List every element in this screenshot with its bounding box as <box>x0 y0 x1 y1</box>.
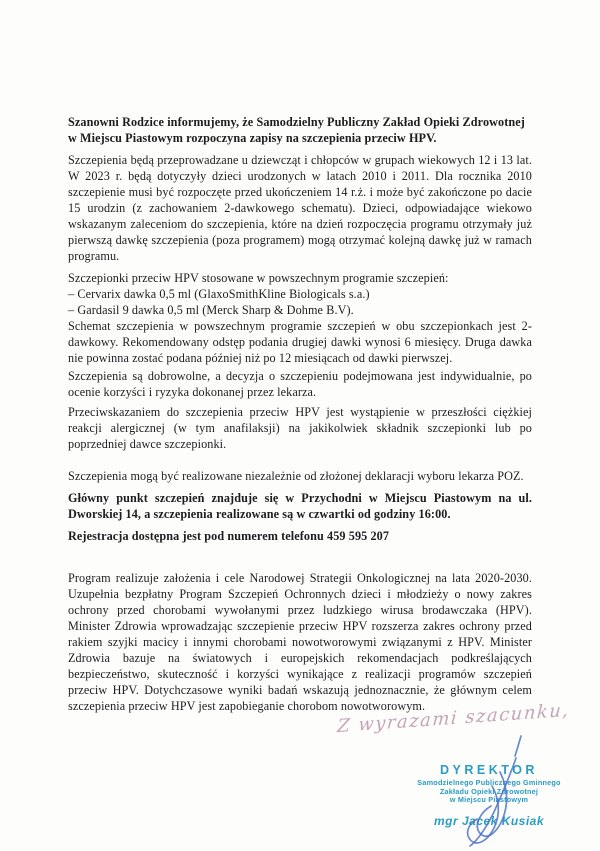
para-registration: Rejestracja dostępna jest pod numerem telefonu 459 595 207 <box>68 529 390 543</box>
para-main-point: Główny punkt szczepień znajduje się w Przychodni w Miejscu Piastowym na ul. Dworskiej 14, a szczepienia realizowane są w czwartki od godziny 16:00. <box>68 491 532 521</box>
letter-body <box>68 114 532 714</box>
stamp-signer-name: mgr Jacek Kusiak <box>433 813 545 828</box>
director-stamp <box>405 763 573 828</box>
para-intro: Szczepienia będą przeprowadzane u dziewcząt i chłopców w grupach wiekowych 12 i 13 lat. W 2023 r. będą dotyczyły dzieci urodzonych w latach 2010 i 2011. Dla rocznika 2010 szczepienie musi być rozpoczęte przed ukończeniem 14 r.ż. i może być zakończone po dacie 15 urodzin (z zachowaniem 2-dawkowego schematu). Dzieci, odpowiadające wiekowo wskazanym zaleceniom do szczepienia, które na dzień rozpoczęcia programu otrzymały już pierwszą dawkę szczepienia (poza programem) mogą otrzymać kolejną dawkę już w ramach programu. <box>68 153 532 263</box>
para-contraindication: Przeciwskazaniem do szczepienia przeciw HPV jest wystąpienie w przeszłości ciężkiej reakcji alergicznej (w tym anafilaksji) na jakikolwiek składnik szczepionki lub po poprzedniej dawce szczepionki. <box>68 405 532 451</box>
closing-handwritten-note: Z wyrazami szacunku, <box>336 699 571 738</box>
vaccine-item: – Gardasil 9 dawka 0,5 ml (Merck Sharp & Dohme B.V). <box>68 303 354 317</box>
para-voluntary: Szczepienia są dobrowolne, a decyzja o szczepieniu podejmowana jest indywidualnie, po ocenie korzyści i ryzyka dokonanej przez lekarza. <box>68 369 532 399</box>
stamp-org-line-2: Zakładu Opieki Zdrowotnej <box>439 786 539 796</box>
stamp-title: DYREKTOR <box>440 763 538 777</box>
para-schedule: Schemat szczepienia w powszechnym programie szczepień w obu szczepionkach jest 2-dawkowy. Rekomendowany odstęp podania drugiej dawki wynosi 6 miesięcy. Druga dawka nie powinna zostać podana później niż po 12 miesiącach od dawki pierwszej. <box>68 319 532 365</box>
stamp-org-line-3: w Miejscu Piastowym <box>449 795 529 805</box>
para-program: Program realizuje założenia i cele Narodowej Strategii Onkologicznej na lata 2020-2030. Uzupełnia bezpłatny Program Szczepień Ochronnych dzieci i młodzieży o nowy zakres ochrony przed chorobami wywołanymi przez ludzkiego wirusa brodawczaka (HPV). Minister Zdrowia wprowadzając szczepienie przeciw HPV rozszerza zakres ochrony przed rakiem szyjki macicy i innymi chorobami nowotworowymi związanymi z HPV. Minister Zdrowia bazuje na światowych i europejskich rekomendacjach podkreślających bezpieczeństwo, skuteczność i korzyści wynikające z realizacji programów szczepień przeciw HPV. Dotychczasowe wyniki badań wskazują jednoznacznie, że głównym celem szczepienia przeciw HPV jest zapobieganie chorobom nowotworowym. <box>68 571 532 713</box>
para-independent: Szczepienia mogą być realizowane niezależnie od złożonej deklaracji wyboru lekarza POZ. <box>68 469 524 483</box>
vaccines-list-title: Szczepionki przeciw HPV stosowane w powszechnym programie szczepień: <box>68 271 449 285</box>
letter-heading: Szanowni Rodzice informujemy, że Samodzielny Publiczny Zakład Opieki Zdrowotnej w Miejscu Piastowym rozpoczyna zapisy na szczepienia przeciw HPV. <box>68 115 525 145</box>
vaccine-item: – Cervarix dawka 0,5 ml (GlaxoSmithKline Biologicals s.a.) <box>68 287 370 301</box>
stamp-org-line-1: Samodzielnego Publicznego Gminnego <box>417 778 561 787</box>
